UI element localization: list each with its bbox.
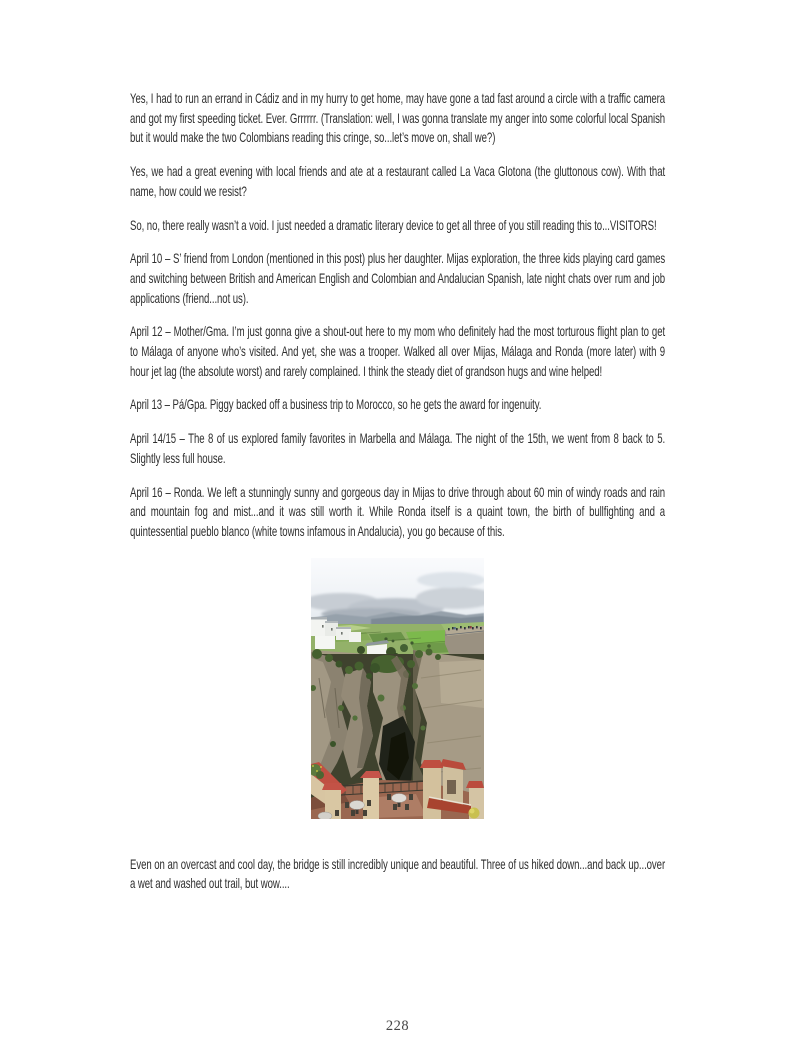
paragraph: Even on an overcast and cool day, the bridge is still incredibly unique and beautiful. Three of us hiked down...and back up...over a wet and washed out trail, but wow.... xyxy=(130,855,666,892)
yellow-umbrella xyxy=(469,807,480,818)
paragraph: April 14/15 – The 8 of us explored family favorites in Marbella and Málaga. The night of the 15th, we went from 8 back to 5. Slightly less full house. xyxy=(130,430,666,466)
page-number: 228 xyxy=(385,1018,410,1034)
ronda-el-tajo-gorge-photo xyxy=(311,558,484,819)
paragraph: April 10 – S’ friend from London (mentioned in this post) plus her daughter. Mijas exploration, the three kids playing card games and switching between British and American English and Colombian and Andalucian Spanish, late night chats over rum and job applications (friend...not us). xyxy=(130,250,666,306)
paragraph: Yes, we had a great evening with local friends and ate at a restaurant called La Vaca Glotona (the gluttonous cow). With that name, how could we resist? xyxy=(130,163,666,199)
paragraph: April 12 – Mother/Gma. I’m just gonna give a shout-out here to my mom who definitely had the most torturous flight plan to get to Málaga of anyone who’s visited. And yet, she was a trooper. Walked all over Mijas, Málaga and Ronda (more later) with 9 hour jet lag (the absolute worst) and rarely complained. I think the steady diet of grandson hugs and wine helped! xyxy=(130,323,666,379)
article-body xyxy=(130,89,665,908)
paragraph: So, no, there really wasn’t a void. I just needed a dramatic literary device to get all three of you still reading this to...VISITORS! xyxy=(130,216,657,233)
paragraph: April 16 – Ronda. We left a stunningly sunny and gorgeous day in Mijas to drive through about 60 min of windy roads and rain and mountain fog and mist...and it was still worth it. While Ronda itself is a quaint town, the birth of bullfighting and a quintessential pueblo blanco (white towns infamous in Andalucia), you go because of this. xyxy=(130,483,666,539)
paragraph: Yes, I had to run an errand in Cádiz and in my hurry to get home, may have gone a tad fast around a circle with a traffic camera and got my first speeding ticket. Ever. Grrrrrr. (Translation: well, I was gonna translate my anger into some colorful local Spanish but it would make the two Colombians reading this cringe, so...let’s move on, shall we?) xyxy=(130,90,666,146)
paragraph: April 13 – Pá/Gpa. Piggy backed off a business trip to Morocco, so he gets the award for ingenuity. xyxy=(130,396,542,413)
